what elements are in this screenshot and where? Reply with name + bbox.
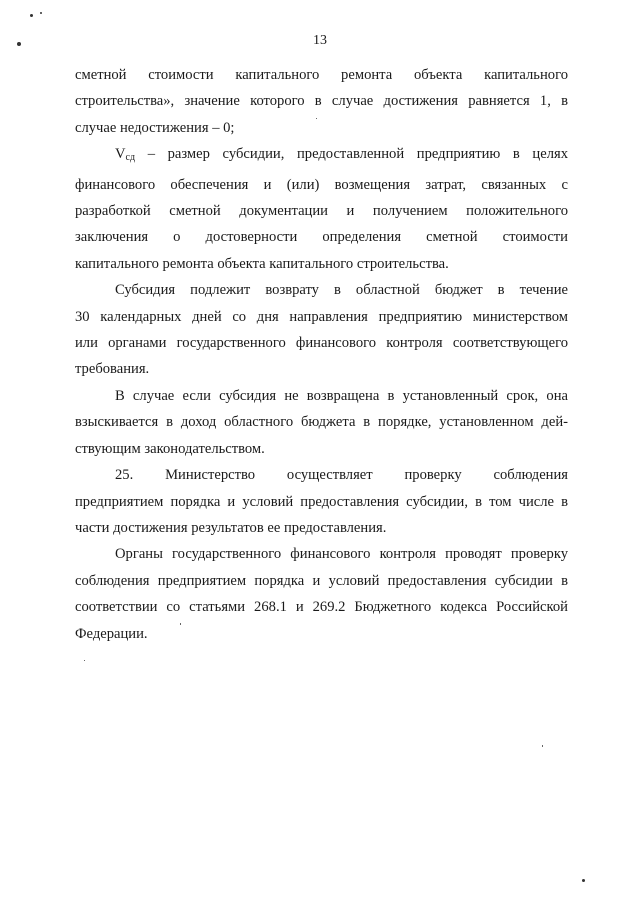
scan-speck: [84, 660, 85, 661]
text-line: сметной стоимости капитального ремонта объекта капитального: [75, 67, 568, 83]
text-fragment: – размер субсидии, предоставленной предприятию в целях: [135, 146, 568, 163]
text-line: строительства», значение которого в случае достижения равняется 1, в: [75, 93, 568, 110]
scan-speck: [316, 118, 317, 119]
text-line: соответствии со статьями 268.1 и 269.2 Бюджетного кодекса Российской: [75, 599, 568, 616]
paragraph-financial-control: [75, 541, 568, 647]
text-line: 30 календарных дней со дня направления предприятию министерством: [75, 308, 568, 325]
text-line: разработкой сметной документации и получением положительного: [75, 203, 568, 220]
text-line: Субсидия подлежит возврату в областной бюджет в течение: [115, 282, 568, 299]
text-line: [75, 141, 568, 171]
text-line: В случае если субсидия не возвращена в установленный срок, она: [115, 387, 568, 404]
paragraph-recovery: [75, 383, 568, 462]
document-body: [75, 62, 568, 647]
variable-subscript: сд: [125, 152, 136, 164]
text-line: предприятием порядка и условий предоставления субсидии, в том числе в: [75, 493, 568, 510]
paragraph-subsidy-return: [75, 277, 568, 383]
text-line: Федерации.: [75, 625, 148, 642]
scan-speck: [17, 42, 21, 46]
text-line: случае недостижения – 0;: [75, 119, 235, 136]
scan-speck: [582, 879, 585, 882]
text-line: заключения о достоверности определения сметной стоимости: [75, 229, 568, 246]
text-line: финансового обеспечения и (или) возмещения затрат, связанных с: [75, 176, 568, 193]
text-line: капитального ремонта объекта капитального строительства.: [75, 255, 449, 272]
text-line: ствующим законодательством.: [75, 440, 265, 457]
scan-speck: [180, 623, 181, 625]
scan-speck: [40, 12, 42, 14]
scan-speck: [30, 14, 33, 17]
paragraph-vsd-definition: [75, 141, 568, 277]
paragraph-continuation: [75, 62, 568, 141]
paragraph-item-25: [75, 462, 568, 541]
text-line: соблюдения предприятием порядка и условий предоставления субсидии в: [75, 572, 568, 589]
text-line: части достижения результатов ее предоставления.: [75, 519, 387, 536]
variable-v: V: [115, 146, 126, 163]
text-line: Органы государственного финансового контроля проводят проверку: [115, 546, 568, 563]
page-number: 13: [313, 33, 327, 48]
text-line: или органами государственного финансового контроля соответствующего: [75, 335, 568, 352]
text-line: взыскивается в доход областного бюджета в порядке, установленном дей-: [75, 414, 568, 431]
text-line: 25. Министерство осуществляет проверку соблюдения: [115, 467, 568, 484]
scan-speck: [542, 745, 543, 747]
text-line: требования.: [75, 361, 150, 378]
